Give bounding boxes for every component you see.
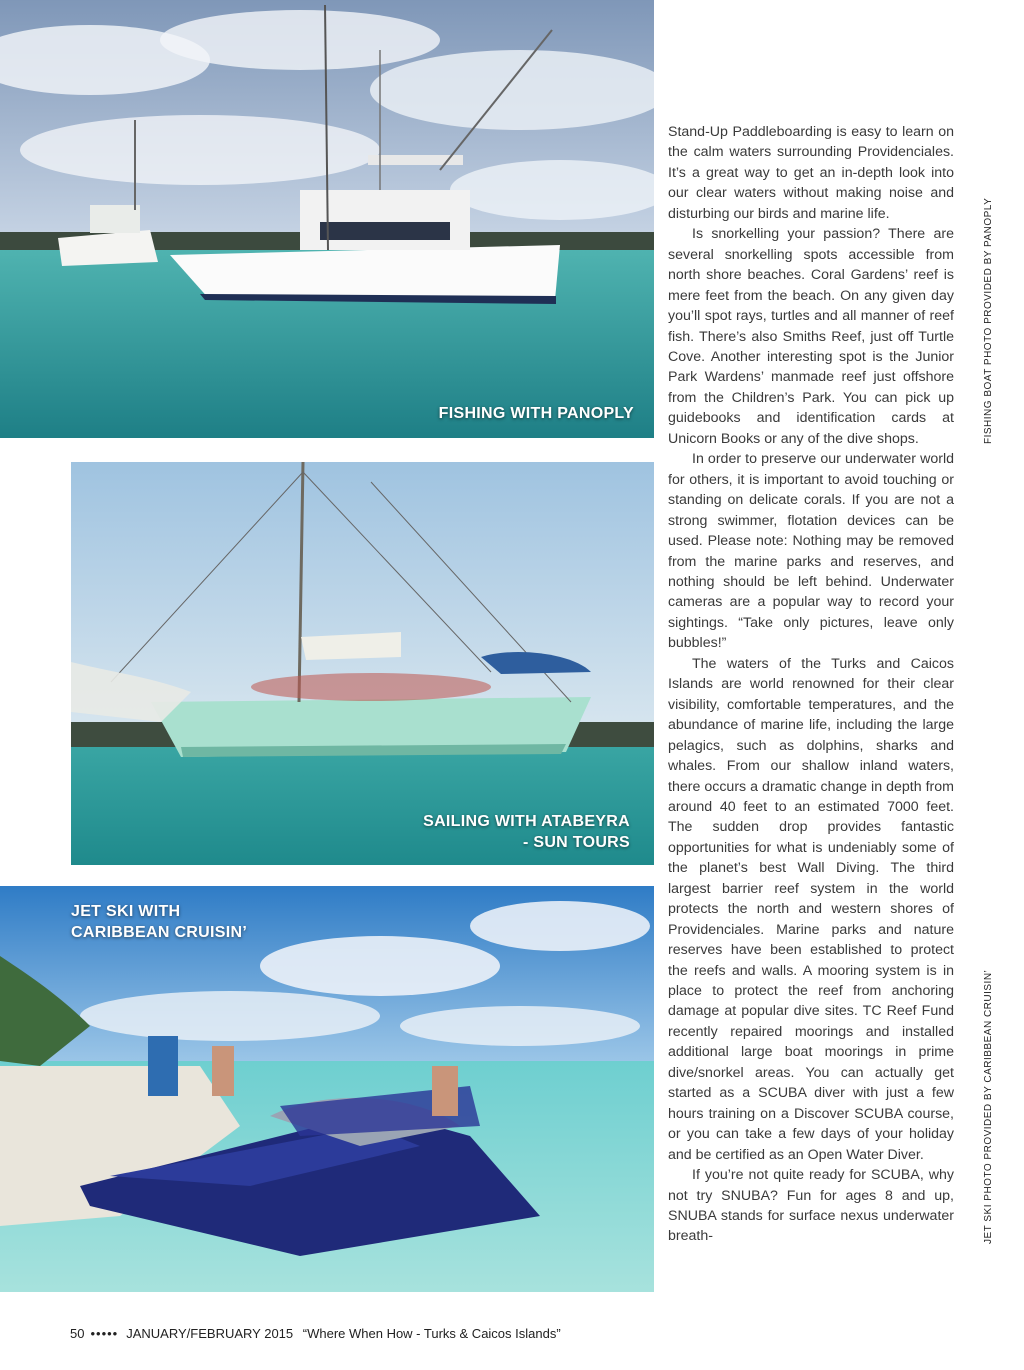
jet-ski-photo-caption: JET SKI WITH CARIBBEAN CRUISIN’ — [71, 903, 248, 941]
article-paragraph: Is snorkelling your passion? There are several snorkelling spots accessible from north shore beaches. Coral Gardens’ reef is mere feet from the beach. On any given day you’ll spot rays, turtles and all manner of reef fish. There’s also Smiths Reef, just off Turtle Cove. Another interesting spot is the Junior Park Wardens’ manmade reef just offshore from the Children’s Park. You can pick up guidebooks and identification cards at Unicorn Books or any of the dive shops. — [668, 226, 954, 447]
footer-dots: ••••• — [90, 1326, 119, 1341]
issue-date: JANUARY/FEBRUARY 2015 — [126, 1326, 294, 1341]
sailing-ship-photo — [71, 462, 654, 865]
sailing-ship-image — [71, 462, 654, 865]
sailing-photo-caption: SAILING WITH ATABEYRA - SUN TOURS — [423, 813, 630, 851]
article-paragraph: The waters of the Turks and Caicos Islands are world renowned for their clear visibility, comfortable temperatures, and the abundance of marine life, including the large pelagics, such as dolphins, sharks and whales. From our shallow inland waters, there occurs a dramatic change in depth from around 40 feet to an estimated 7000 feet. The sudden drop provides fantastic opportunities for what is undeniably some of the planet’s best Wall Diving. The third largest barrier reef system in the world protects the north and western shores of Providenciales. Marine parks and nature reserves have been established to protect the reefs and walls. A mooring system is in place to protect the reef from anchoring damage at popular dive sites. TC Reef Fund recently repaired moorings and installed additional large boat moorings in prime dive/snorkel areas. You can actually get started as a SCUBA diver with just a few hours training on a Discover SCUBA course, or you can take a few days of your holiday and be certified as an Open Water Diver. — [668, 655, 954, 1163]
jet-ski-photo-credit: JET SKI PHOTO PROVIDED BY CARIBBEAN CRUISIN’ — [983, 969, 994, 1244]
article-body — [668, 122, 954, 1247]
fishing-photo-caption: FISHING WITH PANOPLY — [438, 405, 634, 422]
page-footer — [70, 1326, 567, 1341]
publication-title: “Where When How - Turks & Caicos Islands” — [302, 1326, 561, 1341]
fishing-boat-photo — [0, 0, 654, 438]
fishing-photo-credit: FISHING BOAT PHOTO PROVIDED BY PANOPLY — [983, 197, 994, 444]
article-paragraph: In order to preserve our underwater world for others, it is important to avoid touching or standing on delicate corals. If you are not a strong swimmer, flotation devices can be used. Please note: Nothing may be removed from the marine parks and reserves, and nothing should be left behind. Underwater cameras are a popular way to record your sightings. “Take only pictures, leave only bubbles!” — [668, 451, 954, 652]
page-number: 50 — [70, 1326, 85, 1341]
jet-ski-image — [0, 886, 654, 1292]
fishing-boat-image — [0, 0, 654, 438]
article-paragraph: If you’re not quite ready for SCUBA, why not try SNUBA? Fun for ages 8 and up, SNUBA stands for surface nexus underwater breath- — [668, 1167, 954, 1245]
jet-ski-photo — [0, 886, 654, 1292]
article-paragraph: Stand-Up Paddleboarding is easy to learn on the calm waters surrounding Providenciales. It’s a great way to get an in-depth look into our clear waters without making noise and disturbing our birds and marine life. — [668, 124, 954, 222]
